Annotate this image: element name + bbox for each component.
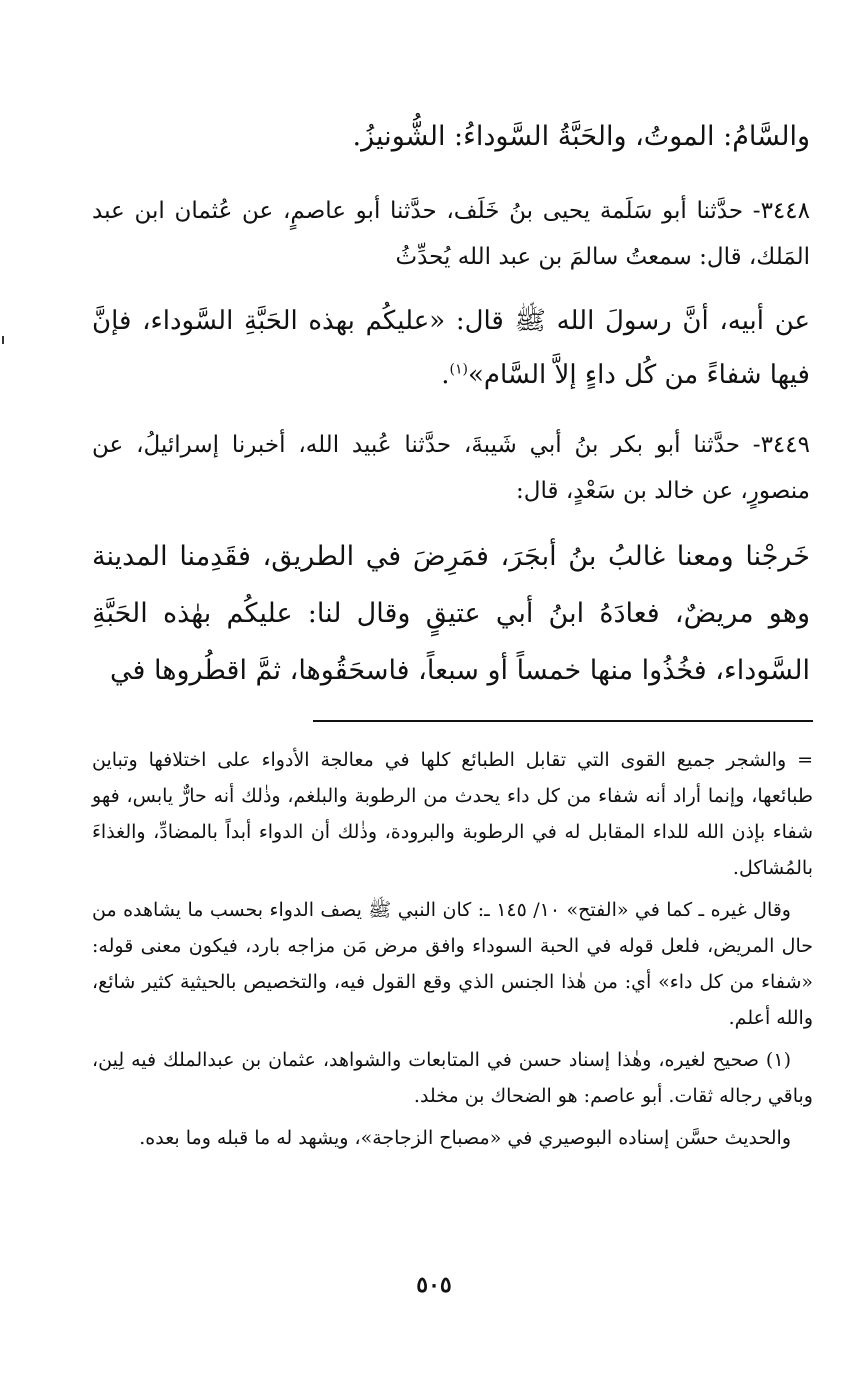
page-number: ٥٠٥ bbox=[416, 1272, 452, 1298]
hadith-3448-isnad: ٣٤٤٨- حدَّثنا أبو سَلَمة يحيى بنُ خَلَف، حدَّثنا أبو عاصمٍ، عن عُثمان ابن عبد المَلك، قال: سمعتُ سالمَ بن عبد الله يُحدِّثُ bbox=[92, 198, 810, 270]
scan-artifact-mark bbox=[2, 336, 4, 344]
footnote-1-continuation: والحديث حسَّن إسناده البوصيري في «مصباح الزجاجة»، ويشهد له ما قبله وما بعده. bbox=[139, 1127, 791, 1149]
hadith-3449-isnad: ٣٤٤٩- حدَّثنا أبو بكر بنُ أبي شَيبةَ، حدَّثنا عُبيد الله، أخبرنا إسرائيلُ، عن منصورٍ، عن خالد بن سَعْدٍ، قال: bbox=[92, 432, 810, 504]
hadith-3448-matn bbox=[92, 294, 810, 402]
intro-definition-line: والسَّامُ: الموتُ، والحَبَّةُ السَّوداءُ: الشُّونيزُ. bbox=[352, 121, 810, 152]
footnote-separator-rule bbox=[313, 720, 813, 722]
hadith-3449-matn: خَرجْنا ومعنا غالبُ بنُ أبجَرَ، فمَرِضَ في الطريق، فقَدِمنا المدينة وهو مريضٌ، فعادَهُ ابنُ أبي عتيقٍ وقال لنا: عليكُم بهٰذه الحَبَّةِ السَّوداء، فخُذُوا منها خمساً أو سبعاً، فاسحَقُوها، ثمَّ اقطُروها في bbox=[92, 541, 810, 686]
hadith-3448-end-punct: . bbox=[441, 360, 450, 390]
main-text-body bbox=[92, 112, 810, 699]
footnote-continuation-1: = والشجر جميع القوى التي تقابل الطبائع كلها في معالجة الأدواء على اختلافها وتباين طبائعها، وإنما أراد أنه شفاء من كل داء يحدث من الرطوبة والبلغم، وذٰلك أنه حارٌّ يابس، فهو شفاء بإذن الله للداء المقابل له في الرطوبة والبرودة، وذٰلك أن الدواء أبداً بالمضادِّ، والغذاءَ بالمُشاكل. bbox=[92, 749, 813, 879]
footnotes-section bbox=[92, 742, 813, 1162]
footnote-continuation-2: وقال غيره ـ كما في «الفتح» ١٠/ ١٤٥ ـ: كان النبي ﷺ يصف الدواء بحسب ما يشاهده من حال المريض، فلعل قوله في الحبة السوداء وافق مرض مَن مزاجه بارد، فيكون معنى قوله: «شفاء من كل داء» أي: من هٰذا الجنس الذي وقع القول فيه، والتخصيص بالحيثية كثير شائع، والله أعلم. bbox=[92, 899, 813, 1029]
footnote-1: (١) صحيح لغيره، وهٰذا إسناد حسن في المتابعات والشواهد، عثمان بن عبدالملك فيه لِين، وباقي رجاله ثقات. أبو عاصم: هو الضحاك بن مخلد. bbox=[92, 1049, 813, 1107]
footnote-reference-1: (١) bbox=[449, 361, 468, 378]
hadith-3448-text: عن أبيه، أنَّ رسولَ الله ﷺ قال: «عليكُم بهذه الحَبَّةِ السَّوداء، فإنَّ فيها شفاءً من كُل داءٍ إلاَّ السَّام» bbox=[92, 306, 810, 390]
